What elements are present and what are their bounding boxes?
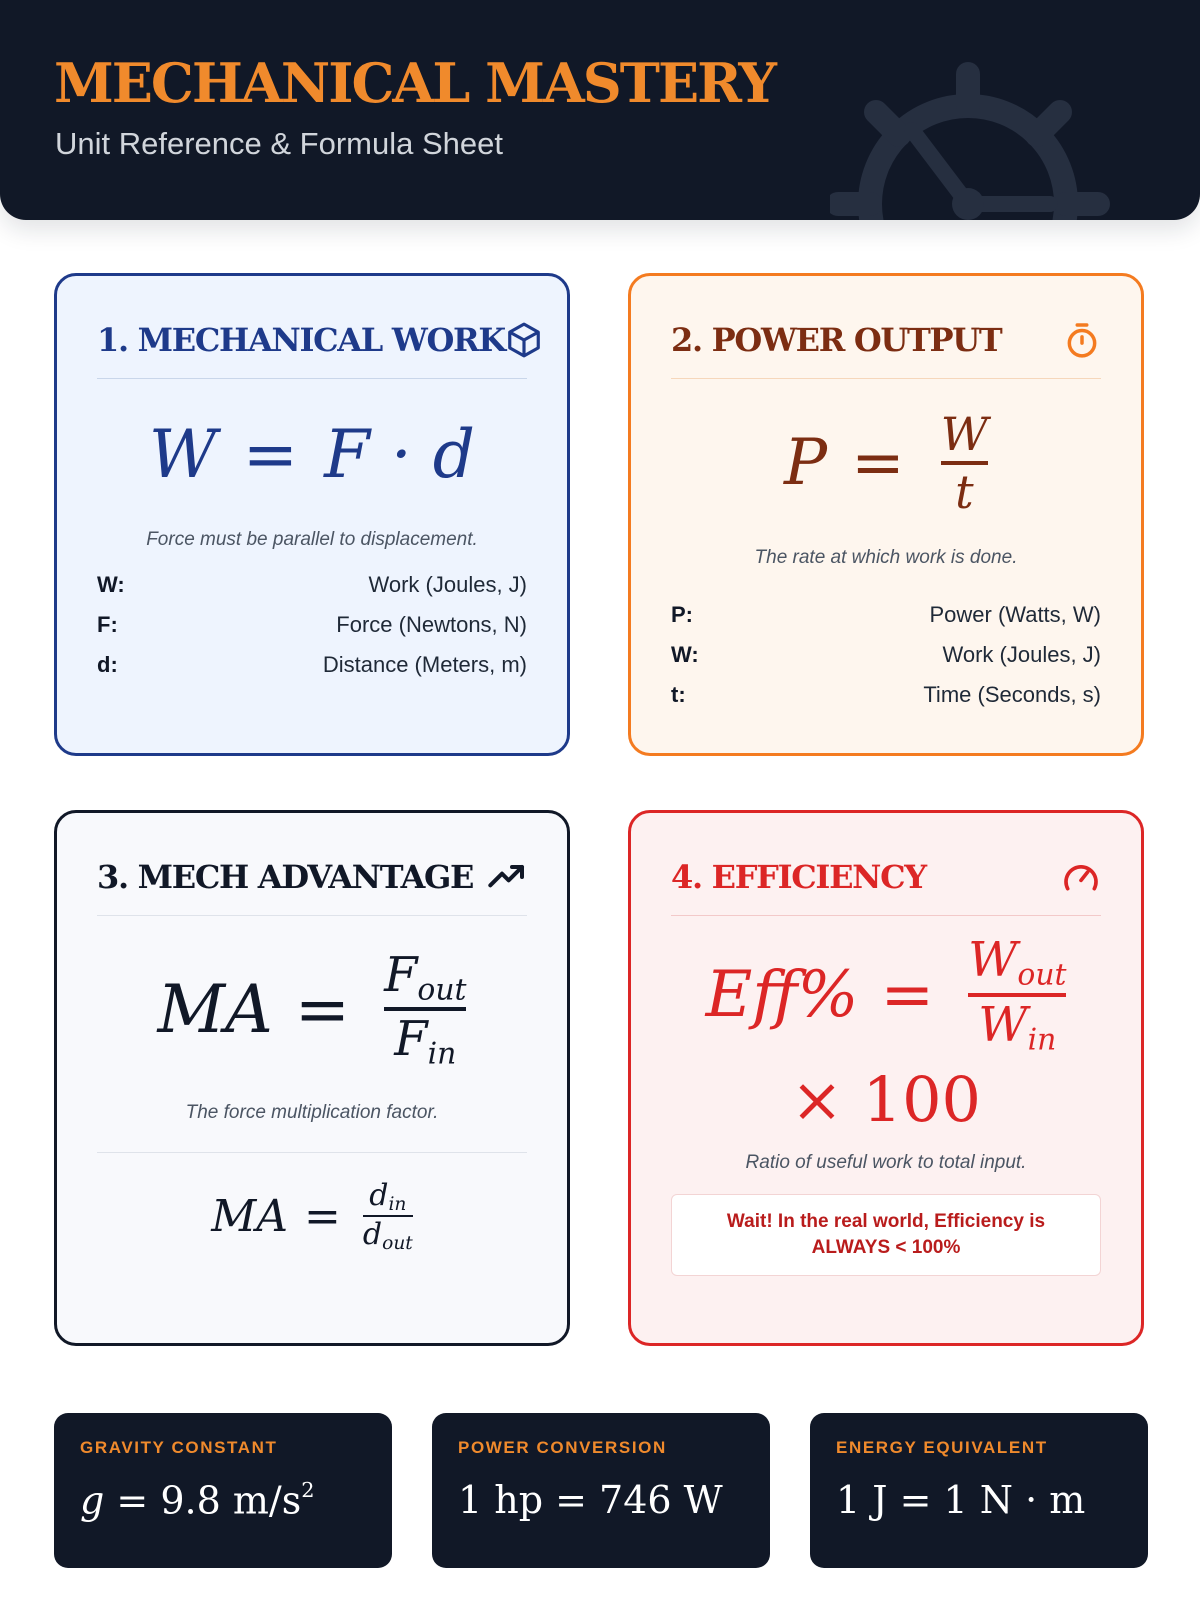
card-header — [671, 320, 1101, 379]
variable-symbol: F: — [97, 612, 118, 637]
page-subtitle: Unit Reference & Formula Sheet — [55, 126, 503, 161]
fraction-denominator — [363, 1217, 413, 1254]
formula-lhs: MA — [211, 1190, 289, 1242]
constant-expression: = 9.8 m/s — [116, 1478, 302, 1523]
trending-up-icon — [487, 857, 527, 897]
efficiency-warning — [671, 1194, 1101, 1276]
energy-equivalent-card — [810, 1413, 1148, 1568]
fraction-numerator — [369, 1178, 406, 1215]
formula-equals: = — [294, 970, 351, 1048]
formula-lhs: P — [784, 426, 828, 500]
fraction-denominator — [978, 997, 1056, 1057]
formula-fraction — [968, 932, 1066, 1057]
formula-rhs: F · d — [324, 415, 476, 493]
formula-equals: = — [304, 1190, 341, 1242]
variable-meaning: Work (Joules, J) — [942, 642, 1101, 667]
formula-fraction — [363, 1178, 413, 1254]
numerator-subscript: in — [388, 1194, 407, 1215]
formula-fraction — [941, 407, 988, 519]
gravity-constant-card — [54, 1413, 392, 1568]
stopwatch-icon — [1063, 321, 1101, 359]
gear-icon — [830, 62, 1110, 220]
variable-symbol: W: — [97, 572, 125, 597]
denominator-base: F — [394, 1011, 428, 1067]
numerator-base: F — [384, 946, 418, 1003]
formula-lhs: MA — [157, 970, 273, 1048]
variable-row — [97, 645, 527, 685]
variable-list — [97, 565, 527, 685]
fraction-numerator — [968, 932, 1066, 992]
variable-row — [671, 635, 1101, 675]
formula-main-line — [706, 932, 1067, 1057]
page-header — [0, 0, 1200, 220]
constant-symbol: g — [80, 1478, 105, 1523]
power-formula — [671, 379, 1101, 547]
variable-meaning: Distance (Meters, m) — [322, 652, 527, 677]
card-title: 2. POWER OUTPUT — [671, 321, 1002, 359]
constant-label: POWER CONVERSION — [458, 1438, 667, 1457]
formula-tail: × 100 — [791, 1062, 981, 1136]
fraction-denominator: t — [955, 465, 974, 519]
formula-equals: = — [880, 957, 935, 1032]
power-conversion-card — [432, 1413, 770, 1568]
card-header — [97, 857, 527, 916]
variable-list — [671, 595, 1101, 715]
variable-meaning: Work (Joules, J) — [368, 572, 527, 597]
mech-advantage-formula — [97, 916, 527, 1102]
efficiency-card — [628, 810, 1144, 1346]
page-title: MECHANICAL MASTERY — [54, 51, 775, 115]
numerator-base: W — [968, 932, 1018, 989]
power-card — [628, 273, 1144, 756]
variable-meaning: Time (Seconds, s) — [923, 682, 1101, 707]
denominator-subscript: in — [427, 1036, 457, 1072]
cube-icon — [505, 321, 543, 359]
variable-row — [671, 675, 1101, 715]
numerator-subscript: out — [417, 972, 467, 1007]
variable-row — [97, 565, 527, 605]
constant-value: 1 J = 1 N · m — [836, 1478, 1086, 1522]
denominator-base: d — [362, 1217, 383, 1252]
card-title: 3. MECH ADVANTAGE — [97, 858, 474, 896]
warning-line: Wait! In the real world, Efficiency is — [726, 1211, 1046, 1232]
formula-note: Ratio of useful work to total input. — [745, 1152, 1027, 1173]
variable-symbol: d: — [97, 652, 118, 677]
numerator-base: d — [369, 1177, 389, 1213]
variable-row — [97, 605, 527, 645]
formula-note: The force multiplication factor. — [185, 1102, 439, 1123]
constant-value: 1 hp = 746 W — [458, 1478, 723, 1522]
variable-symbol: P: — [671, 602, 693, 627]
warning-line: ALWAYS < 100% — [811, 1237, 961, 1258]
variable-meaning: Force (Newtons, N) — [336, 612, 527, 637]
formula-note: The rate at which work is done. — [754, 547, 1018, 568]
fraction-numerator: W — [940, 407, 988, 461]
card-header — [671, 857, 1101, 916]
efficiency-formula — [671, 916, 1101, 1152]
fraction-numerator — [384, 947, 466, 1007]
card-title: 4. EFFICIENCY — [671, 858, 926, 896]
denominator-base: W — [978, 996, 1028, 1053]
card-header — [97, 320, 527, 379]
denominator-subscript: out — [382, 1233, 413, 1255]
denominator-subscript: in — [1027, 1021, 1057, 1057]
constant-value — [80, 1478, 366, 1523]
numerator-subscript: out — [1017, 957, 1067, 993]
formula-equals: = — [851, 426, 905, 500]
mech-advantage-card — [54, 810, 570, 1346]
card-title: 1. MECHANICAL WORK — [97, 321, 505, 359]
formula-note: Force must be parallel to displacement. — [146, 529, 478, 550]
mech-advantage-distance-formula — [97, 1153, 527, 1279]
fraction-denominator — [394, 1011, 456, 1071]
constant-label: ENERGY EQUIVALENT — [836, 1438, 1048, 1457]
constant-exponent: 2 — [301, 1478, 315, 1502]
variable-symbol: t: — [671, 682, 686, 707]
formula-lhs: W — [148, 415, 217, 493]
gauge-icon — [1061, 857, 1101, 897]
work-formula — [97, 379, 527, 529]
formula-lhs: Eff% — [705, 957, 859, 1032]
formula-equals: = — [242, 415, 299, 493]
formula-fraction — [384, 947, 466, 1072]
variable-row — [671, 595, 1101, 635]
variable-meaning: Power (Watts, W) — [929, 602, 1101, 627]
variable-symbol: W: — [671, 642, 699, 667]
work-card — [54, 273, 570, 756]
constant-label: GRAVITY CONSTANT — [80, 1438, 278, 1457]
